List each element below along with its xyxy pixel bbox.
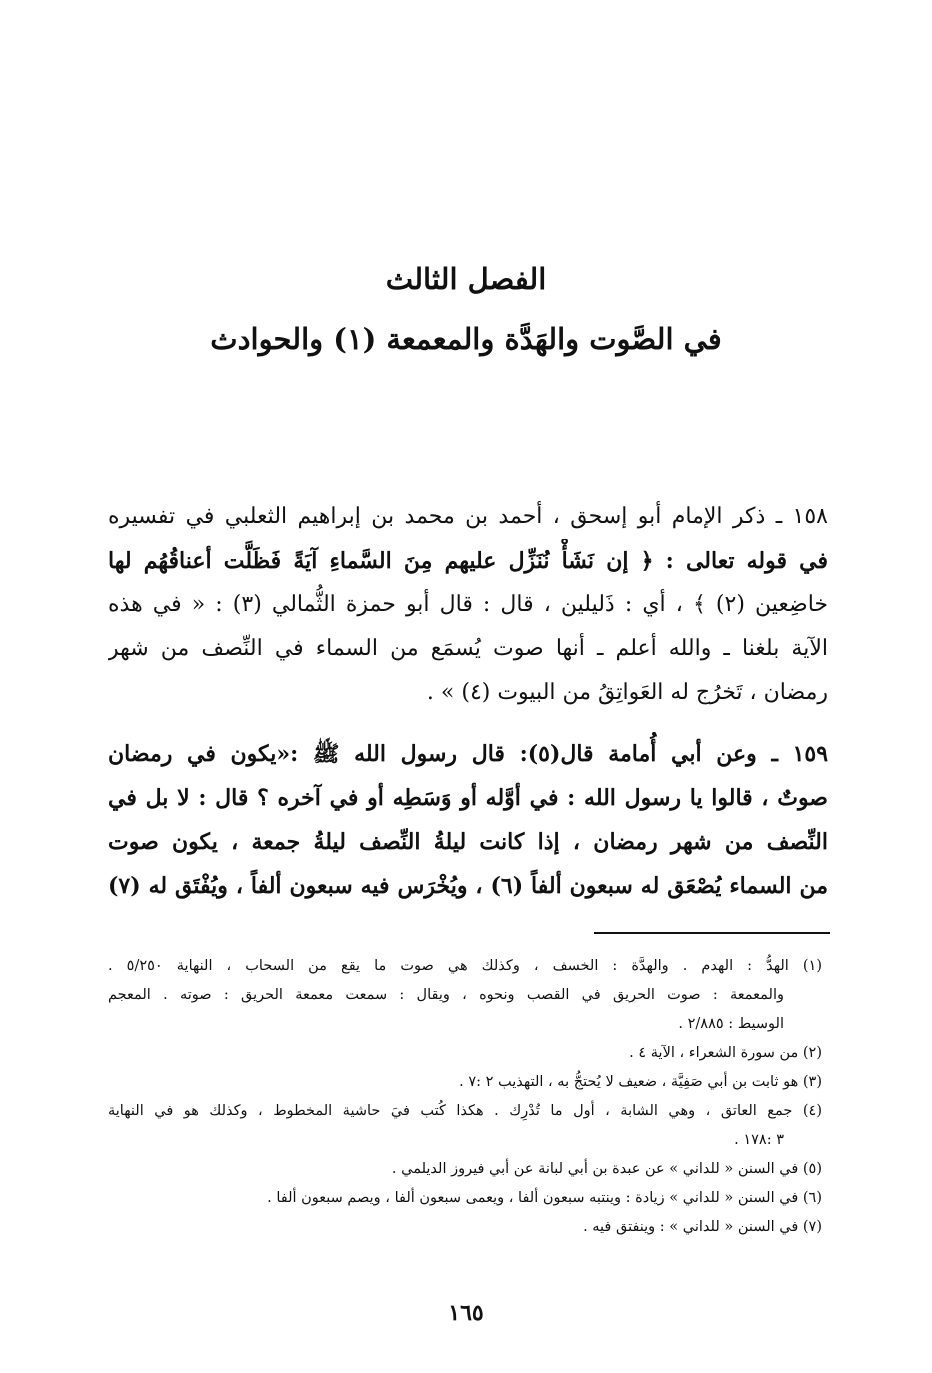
chapter-subtitle: في الصَّوت والهَدَّة والمعمعة (١) والحوادث [210, 322, 722, 356]
footnote-1-continuation: الوسيط : ٢/٨٨٥ . [678, 1016, 784, 1032]
paragraph-line: ١٥٩ ـ وعن أبي أُمامة قال(٥): قال رسول الله ﷺ :«يكون في رمضان [108, 741, 828, 767]
paragraph-line: ١٥٨ ـ ذكر الإمام أبو إسحق ، أحمد بن محمد بن إبراهيم الثعلبي في تفسيره [108, 504, 828, 529]
footnote-5: (٥) في السنن « للداني » عن عبدة بن أبي لبانة عن أبي فيروز الديلمي . [391, 1161, 822, 1177]
footnote-4-continuation: ٣ :١٧٨ . [734, 1132, 784, 1148]
footnote-6: (٦) في السنن « للداني » زيادة : وينتبه سبعون ألفا ، ويعمى سبعون ألفا ، ويصم سبعون ألفا . [267, 1190, 822, 1206]
chapter-title: الفصل الثالث [385, 262, 547, 296]
footnote-divider [594, 932, 830, 934]
paragraph-line: خاضِعين (٢) ﴾ ، أي : ذَليلين ، قال : قال أبو حمزة الثُّمالي (٣) : « في هذه [108, 592, 828, 617]
footnote-7: (٧) في السنن « للداني » : وينفتق فيه . [583, 1219, 822, 1235]
footnote-3: (٣) هو ثابت بن أبي صَفِيَّة ، ضعيف لا يُحتجُّ به ، التهذيب ٢ :٧ . [459, 1074, 822, 1090]
footnote-1: (١) الهدُّ : الهدم . والهدَّة : الخسف ، وكذلك هي صوت ما يقع من السحاب ، النهاية ٥/٢٥٠ . [108, 958, 822, 974]
paragraph-line: النِّصف من شهر رمضان ، إذا كانت ليلةُ النِّصف ليلةُ جمعة ، يكون صوت [108, 829, 828, 855]
paragraph-line: صوتٌ ، قالوا يا رسول الله : في أوَّله أو وَسَطِه أو في آخره ؟ قال : لا بل في [108, 785, 828, 811]
paragraph-line: رمضان ، تَخرُج له العَواتِقُ من البيوت (٤) » . [426, 680, 828, 705]
paragraph-line: في قوله تعالى : ﴿ إن نَشَأْ نُنَزِّل عليهم مِنَ السَّماءِ آيَةً فَظَلَّت أعناقُهُم لها [108, 548, 828, 574]
page-number: ١٦٥ [448, 1300, 484, 1326]
footnotes [108, 952, 822, 1242]
paragraph-159 [108, 732, 828, 908]
footnote-4: (٤) جمع العاتق ، وهي الشابة ، أول ما تُدْرِك . هكذا كُتب فيَ حاشية المخطوط ، وكذلك هو في النهاية [108, 1103, 822, 1119]
paragraph-158 [108, 495, 828, 715]
footnote-1-continuation: والمعمعة : صوت الحريق في القصب ونحوه ، ويقال : سمعت معمعة الحريق : صوته . المعجم [108, 987, 784, 1003]
paragraph-line: الآية بلغنا ـ والله أعلم ـ أنها صوت يُسمَع من السماء في النِّصف من شهر [108, 636, 828, 661]
paragraph-line: من السماء يُصْعَق له سبعون ألفاً (٦) ، ويُخْرَس فيه سبعون ألفاً ، ويُفْتَق له (٧) [108, 873, 828, 899]
footnote-2: (٢) من سورة الشعراء ، الآية ٤ . [629, 1045, 822, 1061]
